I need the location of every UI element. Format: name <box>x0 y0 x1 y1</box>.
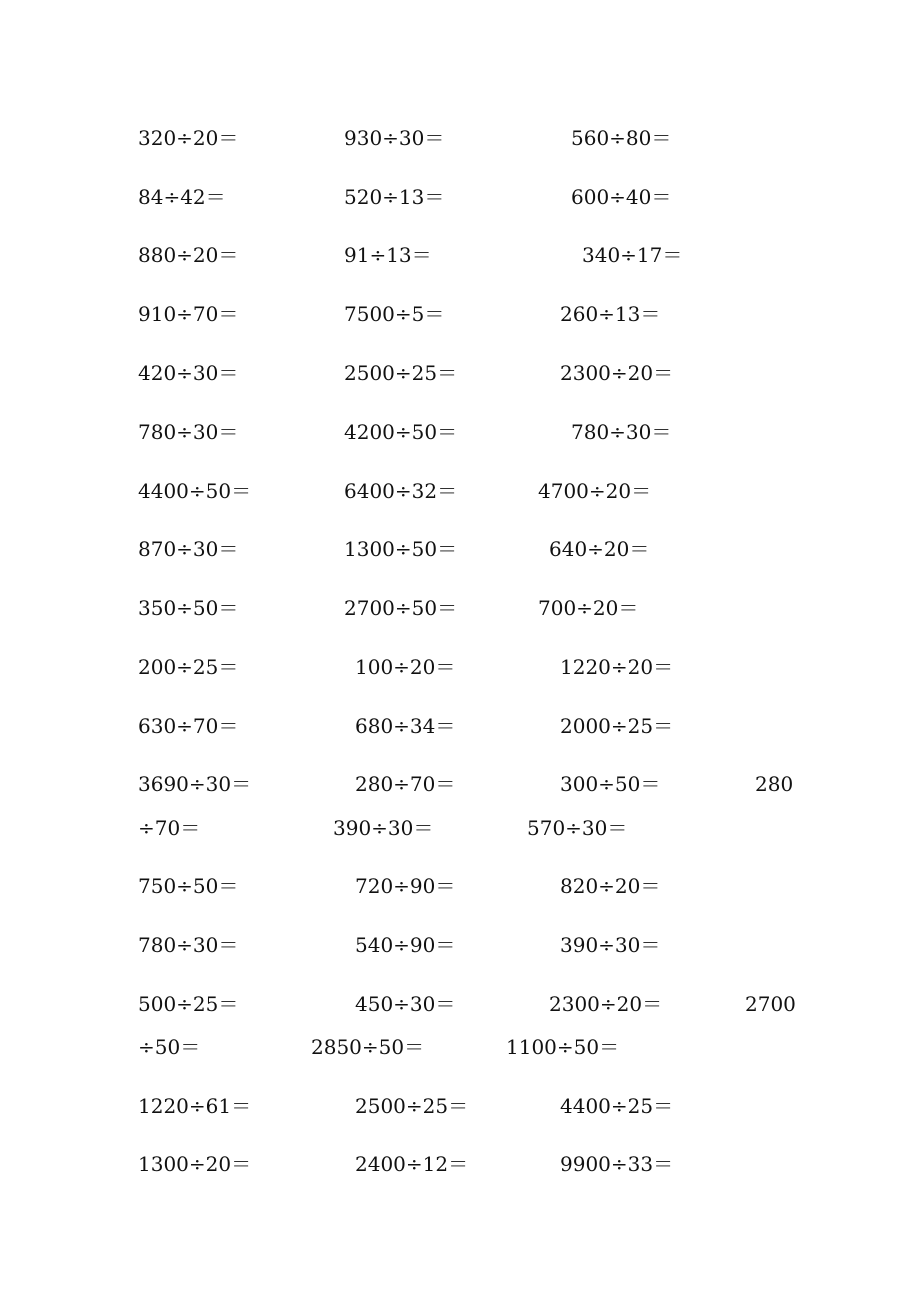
problem: 9900÷33＝ <box>560 1152 674 1176</box>
problem-row <box>0 650 920 684</box>
problem-row <box>0 987 920 1021</box>
problem: 260÷13＝ <box>560 302 661 326</box>
problem: 2500÷25＝ <box>355 1094 469 1118</box>
problem: 870÷30＝ <box>138 537 239 561</box>
problem: 2300÷20＝ <box>560 361 674 385</box>
problem-row <box>0 1089 920 1123</box>
problem-row <box>0 415 920 449</box>
problem: 2300÷20＝ <box>549 992 663 1016</box>
problem: 780÷30＝ <box>138 933 239 957</box>
problem-row <box>0 1147 920 1181</box>
problem: 390÷30＝ <box>560 933 661 957</box>
problem: 2700÷50＝ <box>344 596 458 620</box>
problem-row <box>0 238 920 272</box>
problem: 520÷13＝ <box>344 185 445 209</box>
problem: 910÷70＝ <box>138 302 239 326</box>
problem: 320÷20＝ <box>138 126 239 150</box>
problem: 4200÷50＝ <box>344 420 458 444</box>
problem: 2000÷25＝ <box>560 714 674 738</box>
problem-row <box>0 532 920 566</box>
problem-row <box>0 591 920 625</box>
problem: 350÷50＝ <box>138 596 239 620</box>
problem-row <box>0 709 920 743</box>
problem: 300÷50＝ <box>560 772 661 796</box>
problem: 600÷40＝ <box>571 185 672 209</box>
problem: 720÷90＝ <box>355 874 456 898</box>
problem-fragment: ÷50＝ <box>138 1035 201 1059</box>
problem: 680÷34＝ <box>355 714 456 738</box>
problem-row <box>0 474 920 508</box>
problem: 2850÷50＝ <box>311 1035 425 1059</box>
problem-row <box>0 928 920 962</box>
problem-fragment: ÷70＝ <box>138 816 201 840</box>
problem-fragment: 2700 <box>745 992 796 1016</box>
problem: 500÷25＝ <box>138 992 239 1016</box>
problem: 4400÷25＝ <box>560 1094 674 1118</box>
problem: 700÷20＝ <box>538 596 639 620</box>
problem-row <box>0 869 920 903</box>
problem: 630÷70＝ <box>138 714 239 738</box>
problem-row <box>0 356 920 390</box>
problem: 3690÷30＝ <box>138 772 252 796</box>
problem: 570÷30＝ <box>527 816 628 840</box>
problem: 640÷20＝ <box>549 537 650 561</box>
problem: 450÷30＝ <box>355 992 456 1016</box>
problem: 880÷20＝ <box>138 243 239 267</box>
problem: 930÷30＝ <box>344 126 445 150</box>
problem-row <box>0 1030 920 1064</box>
problem: 6400÷32＝ <box>344 479 458 503</box>
problem: 820÷20＝ <box>560 874 661 898</box>
problem: 1300÷20＝ <box>138 1152 252 1176</box>
problem: 100÷20＝ <box>355 655 456 679</box>
problem: 2400÷12＝ <box>355 1152 469 1176</box>
problem: 780÷30＝ <box>138 420 239 444</box>
problem: 4400÷50＝ <box>138 479 252 503</box>
problem: 4700÷20＝ <box>538 479 652 503</box>
problem-row <box>0 121 920 155</box>
problem: 1220÷20＝ <box>560 655 674 679</box>
problem: 91÷13＝ <box>344 243 432 267</box>
problem: 1100÷50＝ <box>506 1035 620 1059</box>
problem-row <box>0 297 920 331</box>
problem-row <box>0 180 920 214</box>
problem: 200÷25＝ <box>138 655 239 679</box>
problem: 390÷30＝ <box>333 816 434 840</box>
problem: 1300÷50＝ <box>344 537 458 561</box>
problem: 280÷70＝ <box>355 772 456 796</box>
problem-row <box>0 767 920 801</box>
problem: 560÷80＝ <box>571 126 672 150</box>
problem: 340÷17＝ <box>582 243 683 267</box>
problem: 540÷90＝ <box>355 933 456 957</box>
problem: 780÷30＝ <box>571 420 672 444</box>
problem-row <box>0 811 920 845</box>
problem: 1220÷61＝ <box>138 1094 252 1118</box>
problem: 750÷50＝ <box>138 874 239 898</box>
problem: 84÷42＝ <box>138 185 226 209</box>
problem: 420÷30＝ <box>138 361 239 385</box>
problem: 2500÷25＝ <box>344 361 458 385</box>
problem-fragment: 280 <box>755 772 794 796</box>
problem: 7500÷5＝ <box>344 302 445 326</box>
